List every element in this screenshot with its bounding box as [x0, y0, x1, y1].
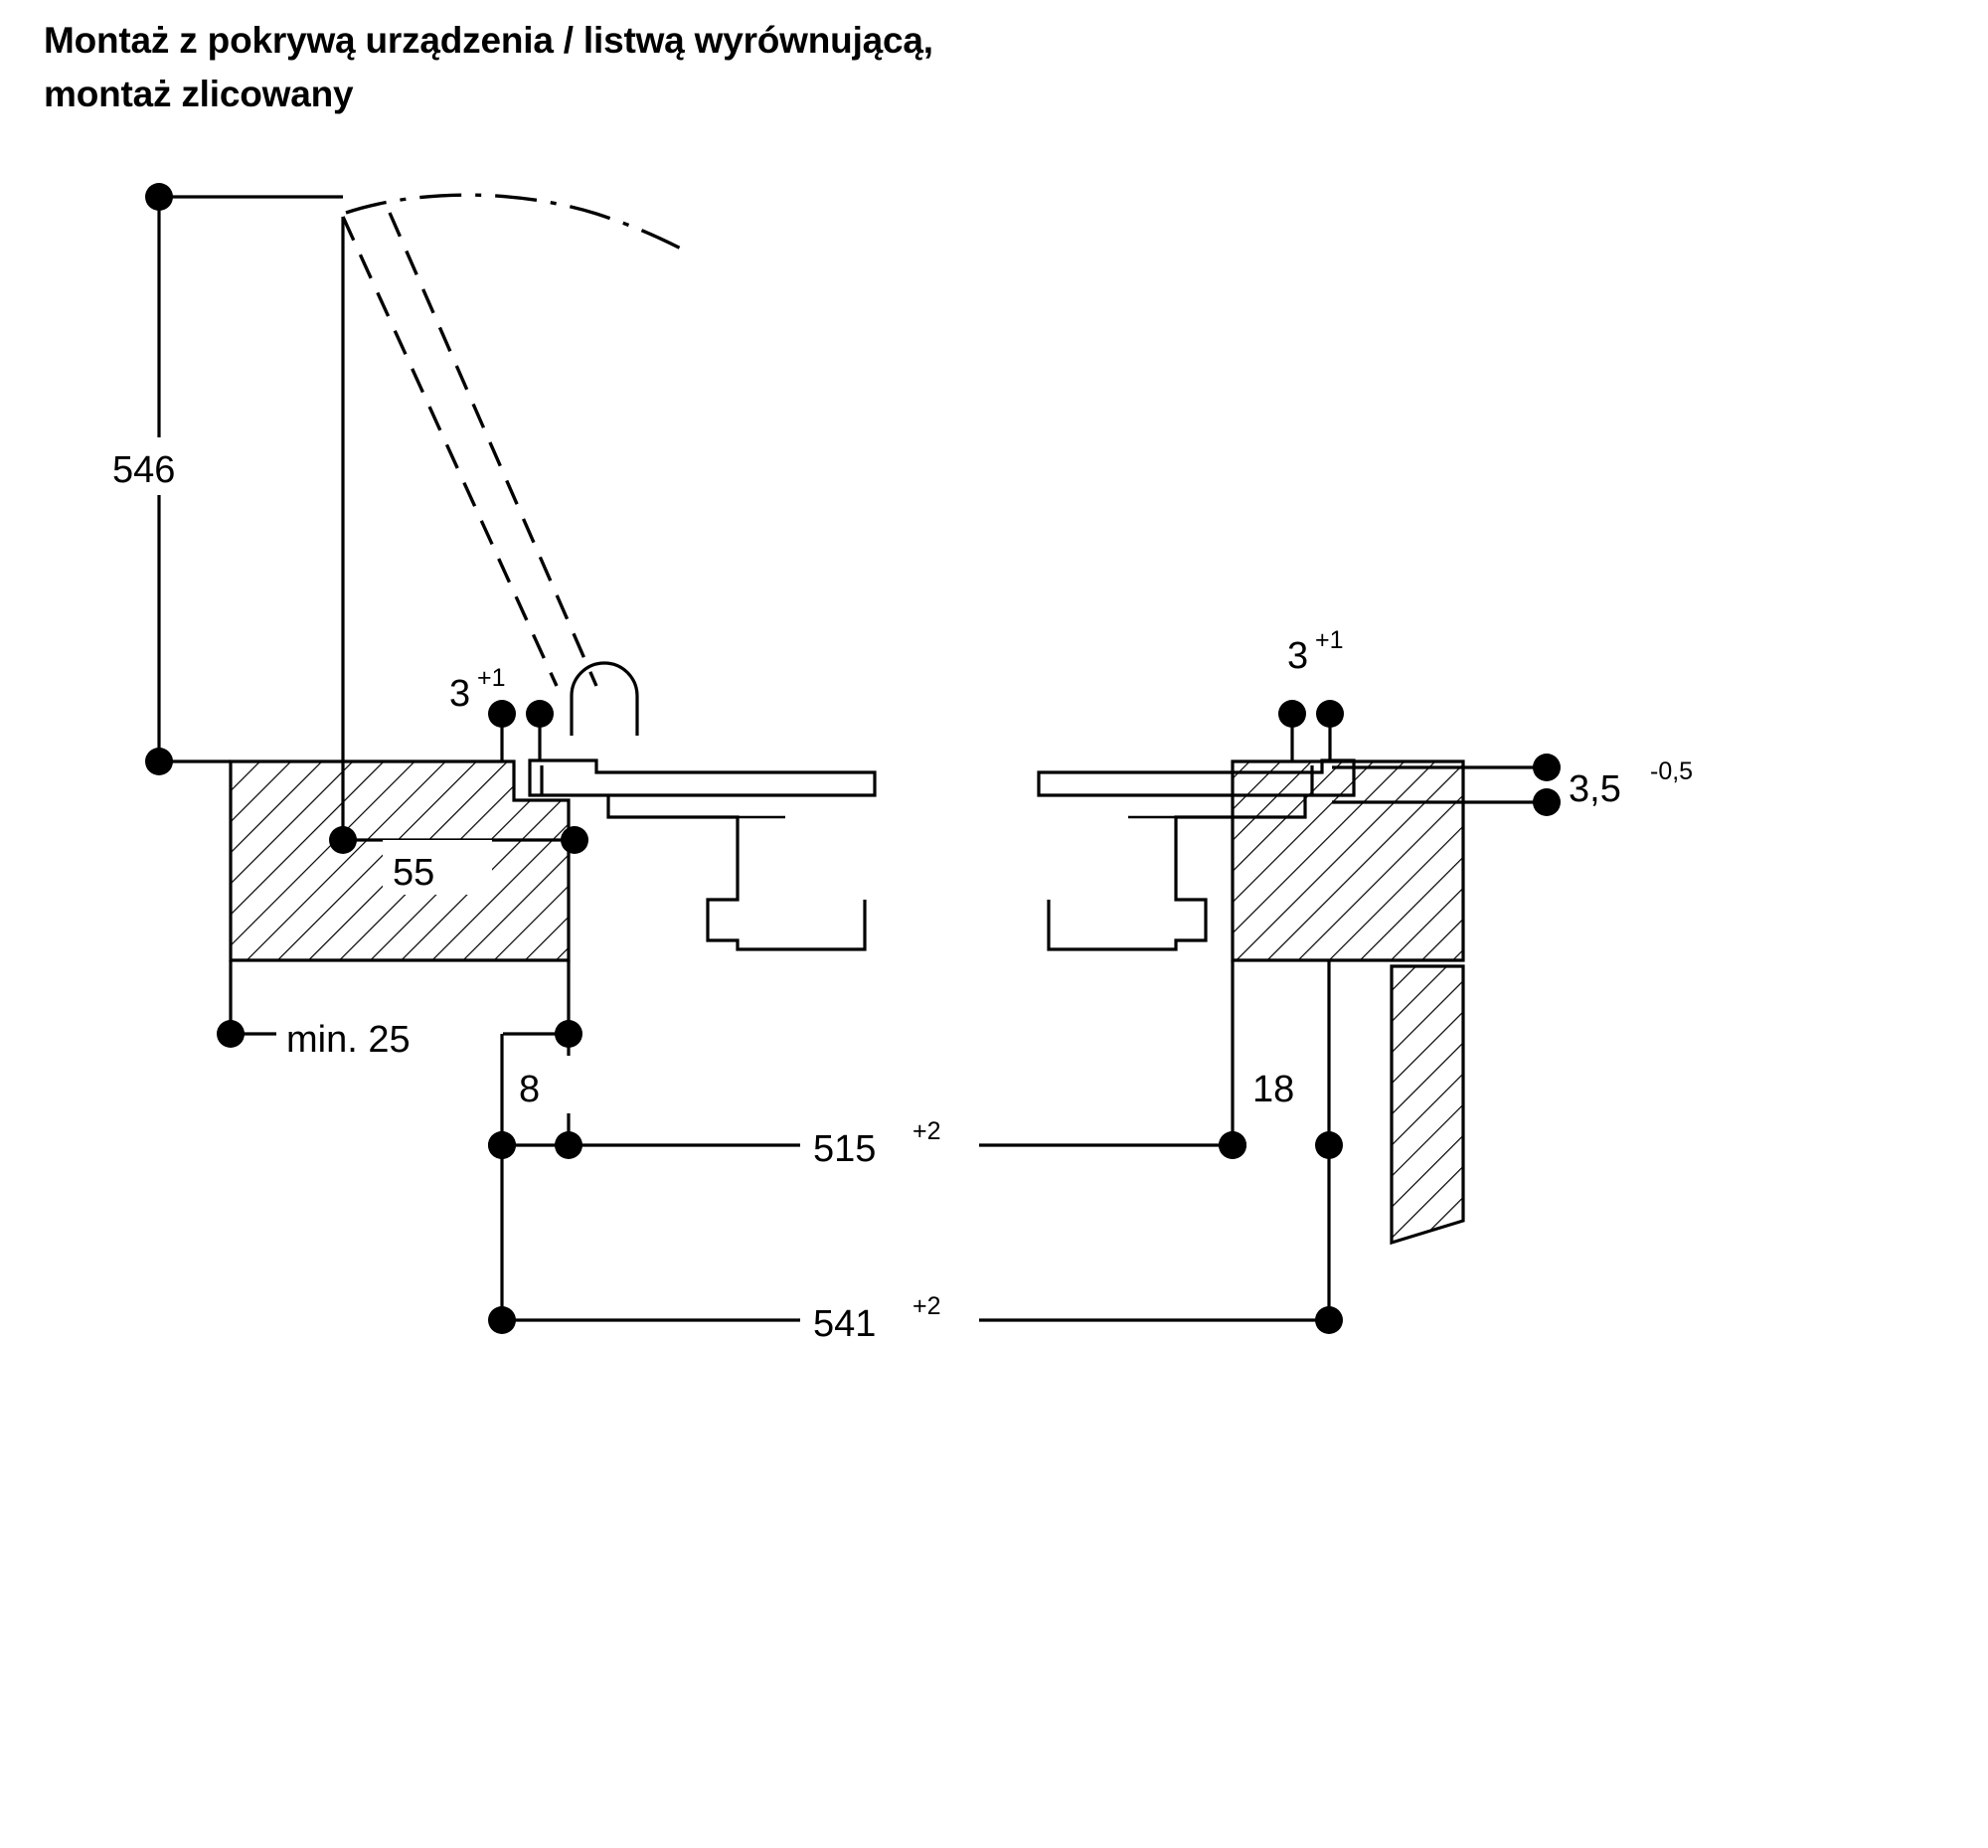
dim-515-value: 515 — [813, 1128, 877, 1170]
dim-546-value: 546 — [112, 449, 176, 491]
dim-3plus1-right-sup: +1 — [1315, 626, 1344, 654]
lid-open-outline-b — [390, 213, 596, 686]
left-lid-strip — [530, 760, 875, 795]
dim-3-5-value: 3,5 — [1569, 768, 1621, 810]
dim-3plus1-left-value: 3 — [449, 673, 471, 715]
lid-open-outline-a — [343, 217, 557, 686]
dim-541 — [488, 1145, 1343, 1350]
right-worktop-section — [1233, 761, 1463, 960]
dim-515-sup: +2 — [912, 1117, 941, 1145]
dim-3plus1-left — [449, 664, 554, 761]
dim-18-value: 18 — [1252, 1069, 1295, 1110]
dim-3plus1-right — [1278, 626, 1344, 761]
dim-515 — [488, 1115, 1246, 1175]
diagram-title-line-1: Montaż z pokrywą urządzenia / listwą wyrównującą, — [44, 20, 933, 61]
left-appliance-profile — [608, 795, 865, 949]
dim-3plus1-left-sup: +1 — [477, 664, 506, 692]
dim-55-value: 55 — [393, 852, 435, 894]
lid-swing-arc — [346, 195, 681, 249]
dim-18 — [1219, 960, 1343, 1159]
dim-541-sup: +2 — [912, 1292, 941, 1320]
diagram-title-line-2: montaż zlicowany — [44, 74, 354, 115]
dim-min25 — [217, 960, 582, 1064]
dim-541-value: 541 — [813, 1303, 877, 1345]
hinge-knuckle — [572, 663, 637, 736]
dim-546 — [104, 183, 343, 775]
dim-3plus1-right-value: 3 — [1287, 635, 1309, 677]
dim-8-value: 8 — [519, 1069, 541, 1110]
dim-3-5-sup: -0,5 — [1650, 757, 1694, 785]
dim-min25-value: min. 25 — [286, 1019, 411, 1061]
right-filler-panel — [1392, 966, 1463, 1243]
